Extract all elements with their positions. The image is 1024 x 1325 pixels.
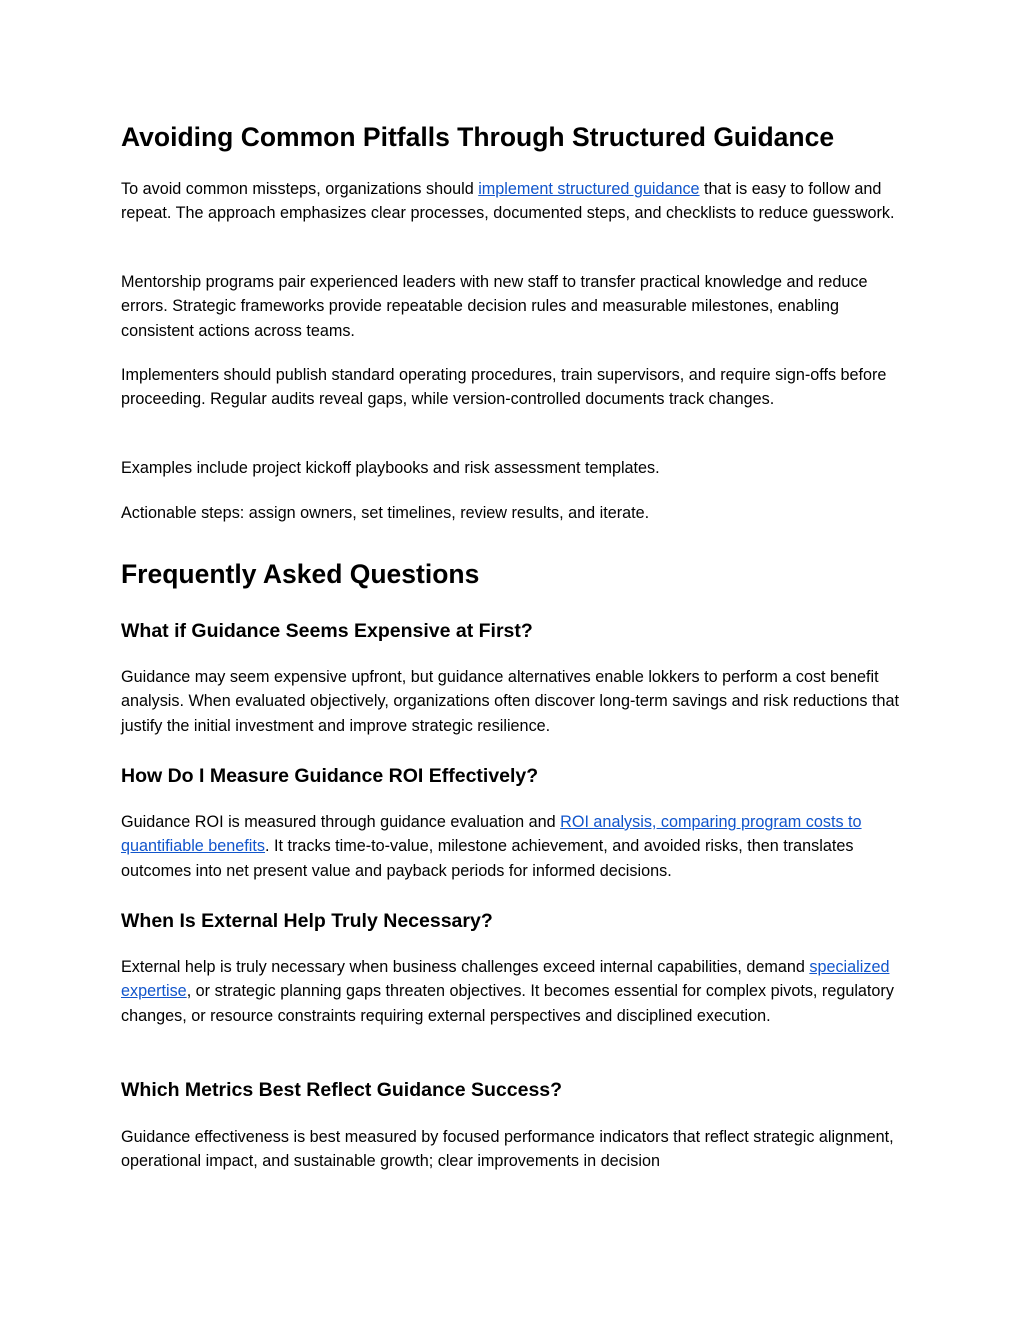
implementers-paragraph: Implementers should publish standard operating procedures, train supervisors, and require sign-offs before proceeding. Regular audits reveal gaps, while version-controlled documents track changes. — [121, 366, 887, 409]
specialized-expertise-link[interactable]: specialized expertise — [121, 958, 890, 1001]
faq-answer — [121, 955, 906, 1028]
answer-text-before: Guidance ROI is measured through guidance evaluation and — [121, 813, 561, 831]
faq-heading: Frequently Asked Questions — [121, 559, 480, 589]
answer-text-after: . It tracks time-to-value, milestone achievement, and avoided risks, then translates outcomes into net present value and payback periods for informed decisions. — [121, 837, 854, 880]
faq-question: How Do I Measure Guidance ROI Effectively? — [121, 765, 539, 787]
implement-structured-guidance-link[interactable]: implement structured guidance — [478, 180, 700, 198]
answer-text-before: External help is truly necessary when business challenges exceed internal capabilities, demand — [121, 958, 810, 976]
faq-question: When Is External Help Truly Necessary? — [121, 910, 493, 932]
roi-analysis-link[interactable]: ROI analysis, comparing program costs to quantifiable benefits — [121, 813, 862, 856]
faq-question: Which Metrics Best Reflect Guidance Success? — [121, 1079, 563, 1101]
actionable-steps-paragraph: Actionable steps: assign owners, set timelines, review results, and iterate. — [121, 504, 650, 522]
faq-answer: Guidance effectiveness is best measured by focused performance indicators that reflect strategic alignment, operational impact, and sustainable growth; clear improvements in decision — [121, 1128, 894, 1171]
answer-text-after: , or strategic planning gaps threaten objectives. It becomes essential for complex pivots, regulatory changes, or resource constraints requiring external perspectives and disciplined execution. — [121, 982, 894, 1025]
intro-text-before: To avoid common missteps, organizations should — [121, 180, 479, 198]
faq-answer: Guidance may seem expensive upfront, but guidance alternatives enable lokkers to perform a cost benefit analysis. When evaluated objectively, organizations often discover long-term savings and risk reductions that justify the initial investment and improve strategic resilience. — [121, 668, 900, 735]
mentorship-paragraph: Mentorship programs pair experienced leaders with new staff to transfer practical knowledge and reduce errors. Strategic frameworks provide repeatable decision rules and measurable milestones, enabling consistent actions across teams. — [121, 273, 868, 340]
faq-answer — [121, 810, 906, 883]
intro-text-after: that is easy to follow and repeat. The approach emphasizes clear processes, documented steps, and checklists to reduce guesswork. — [121, 180, 895, 223]
examples-paragraph: Examples include project kickoff playbooks and risk assessment templates. — [121, 459, 660, 477]
intro-paragraph — [121, 177, 906, 226]
faq-question: What if Guidance Seems Expensive at First? — [121, 620, 533, 642]
section-heading: Avoiding Common Pitfalls Through Structured Guidance — [121, 122, 835, 152]
